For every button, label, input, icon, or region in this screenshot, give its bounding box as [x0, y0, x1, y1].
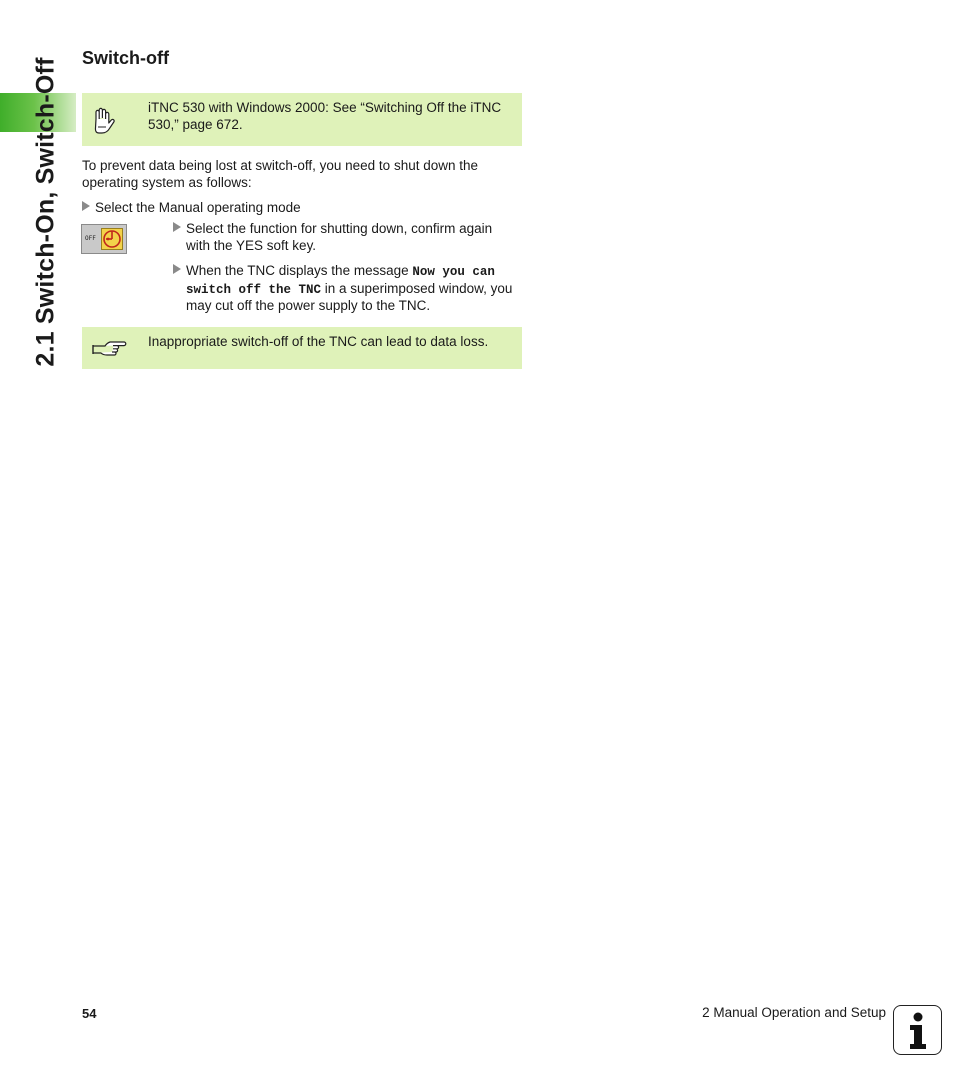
power-off-icon	[101, 228, 123, 255]
info-icon	[893, 1005, 942, 1055]
step-arrow-icon	[173, 264, 181, 274]
off-softkey[interactable]	[81, 224, 127, 254]
step-manual-mode: Select the Manual operating mode	[82, 200, 301, 217]
section-heading: Switch-off	[82, 48, 169, 68]
hand-note-icon	[90, 106, 116, 141]
chapter-side-title: 2.1 Switch-On, Switch-Off	[31, 57, 60, 367]
tnc-message-code-cont: switch off the TNC	[186, 282, 322, 297]
page-number: 54	[82, 1006, 97, 1021]
off-softkey-label: OFF	[85, 235, 96, 242]
step-arrow-icon	[173, 222, 181, 232]
footer-chapter-title: 2 Manual Operation and Setup	[702, 1005, 886, 1020]
intro-paragraph: To prevent data being lost at switch-off, you need to shut down the operating system as follows:	[82, 158, 479, 190]
tnc-message-code: Now you can	[412, 265, 495, 279]
pointing-hand-icon	[91, 337, 127, 366]
step-power-off: When the TNC displays the message Now you can switch off the TNC in a superimposed window, you may cut off the power supply to the TNC.	[173, 263, 525, 315]
note-warning-text: Inappropriate switch-off of the TNC can lead to data loss.	[148, 334, 489, 349]
step-arrow-icon	[82, 201, 90, 211]
note-windows	[82, 93, 522, 146]
step-select-function: Select the function for shutting down, confirm again with the YES soft key.	[173, 221, 523, 254]
note-windows-text: iTNC 530 with Windows 2000: See “Switching Off the iTNC 530,” page 672.	[148, 100, 502, 132]
note-warning	[82, 327, 522, 369]
